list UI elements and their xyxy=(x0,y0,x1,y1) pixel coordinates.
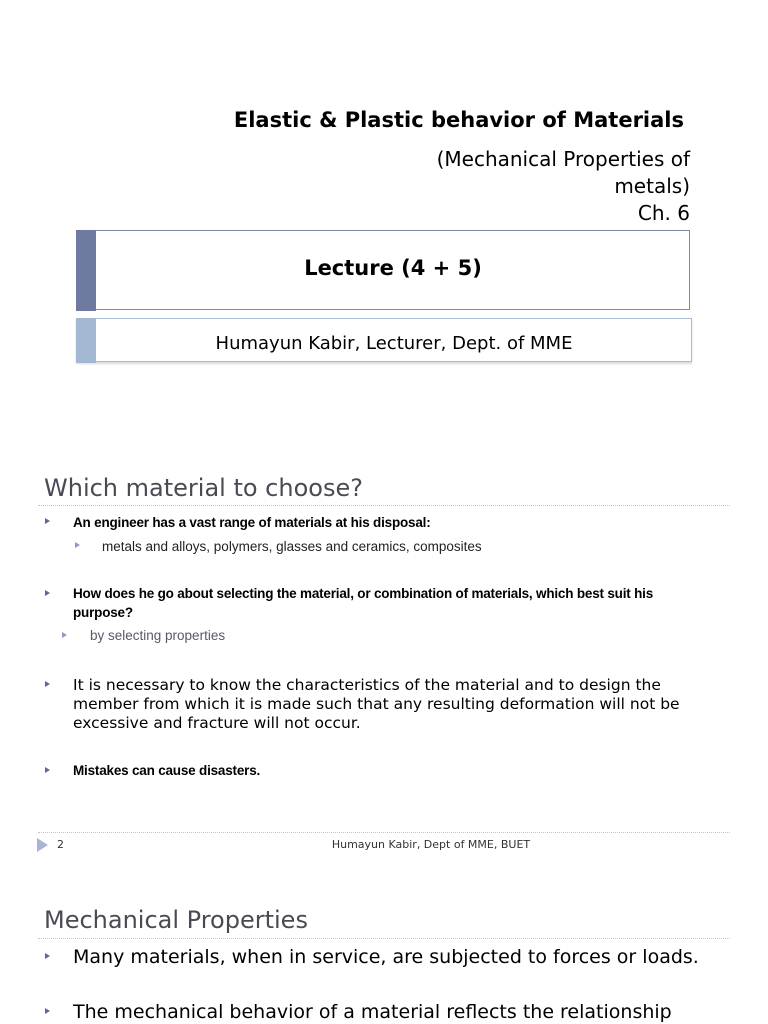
slide3-bullet-1: Many materials, when in service, are subjected to forces or loads. xyxy=(73,946,699,968)
author-label: Humayun Kabir, Lecturer, Dept. of MME xyxy=(215,333,573,354)
subtitle-line-1: (Mechanical Properties of xyxy=(436,147,690,171)
slide2-bullet-2-line-2: purpose? xyxy=(73,605,133,620)
bullet-arrow-icon xyxy=(45,1008,50,1014)
slide2-bullet-1: An engineer has a vast range of materials at his disposal: xyxy=(73,515,431,530)
bullet-arrow-icon xyxy=(45,953,50,959)
slide3-bullet-2: The mechanical behavior of a material reflects the relationship xyxy=(73,1001,672,1023)
author-accent-bar xyxy=(76,318,96,363)
bullet-arrow-icon xyxy=(45,590,50,596)
footer-text: Humayun Kabir, Dept of MME, BUET xyxy=(331,838,531,851)
slide2-sub-bullet-1: metals and alloys, polymers, glasses and ceramics, composites xyxy=(102,539,482,554)
sub-bullet-arrow-icon xyxy=(75,542,80,548)
slide2-bullet-3-line-3: excessive and fracture will not occur. xyxy=(73,714,361,732)
slide2-bullet-3-line-2: member from which it is made such that any resulting deformation will not be xyxy=(73,695,680,713)
lecture-accent-bar xyxy=(76,230,96,311)
footer-page-number: 2 xyxy=(57,838,64,851)
bullet-arrow-icon xyxy=(45,518,50,524)
lecture-label: Lecture (4 + 5) xyxy=(304,256,482,280)
slide2-heading-rule xyxy=(38,505,730,506)
slide-subtitle xyxy=(350,146,690,227)
slide2-bullet-4: Mistakes can cause disasters. xyxy=(73,763,261,778)
subtitle-line-2: metals) xyxy=(614,174,690,198)
slide2-heading: Which material to choose? xyxy=(44,474,363,502)
slide2-sub-bullet-2: by selecting properties xyxy=(90,628,226,643)
slide2-bullet-3-line-1: It is necessary to know the characteristics of the material and to design the xyxy=(73,676,661,694)
slide2-footer-rule xyxy=(38,832,730,833)
subtitle-line-3: Ch. 6 xyxy=(637,201,690,225)
slide2-bullet-2-line-1: How does he go about selecting the material, or combination of materials, which best suit his xyxy=(73,586,654,601)
bullet-arrow-icon xyxy=(45,767,50,773)
lecture-box xyxy=(76,230,690,310)
slide3-heading: Mechanical Properties xyxy=(44,906,308,934)
slide-title: Elastic & Plastic behavior of Materials xyxy=(233,108,684,132)
slide3-heading-rule xyxy=(38,938,730,939)
sub-bullet-arrow-icon xyxy=(62,632,67,638)
author-box xyxy=(76,318,692,362)
bullet-arrow-icon xyxy=(45,681,50,687)
